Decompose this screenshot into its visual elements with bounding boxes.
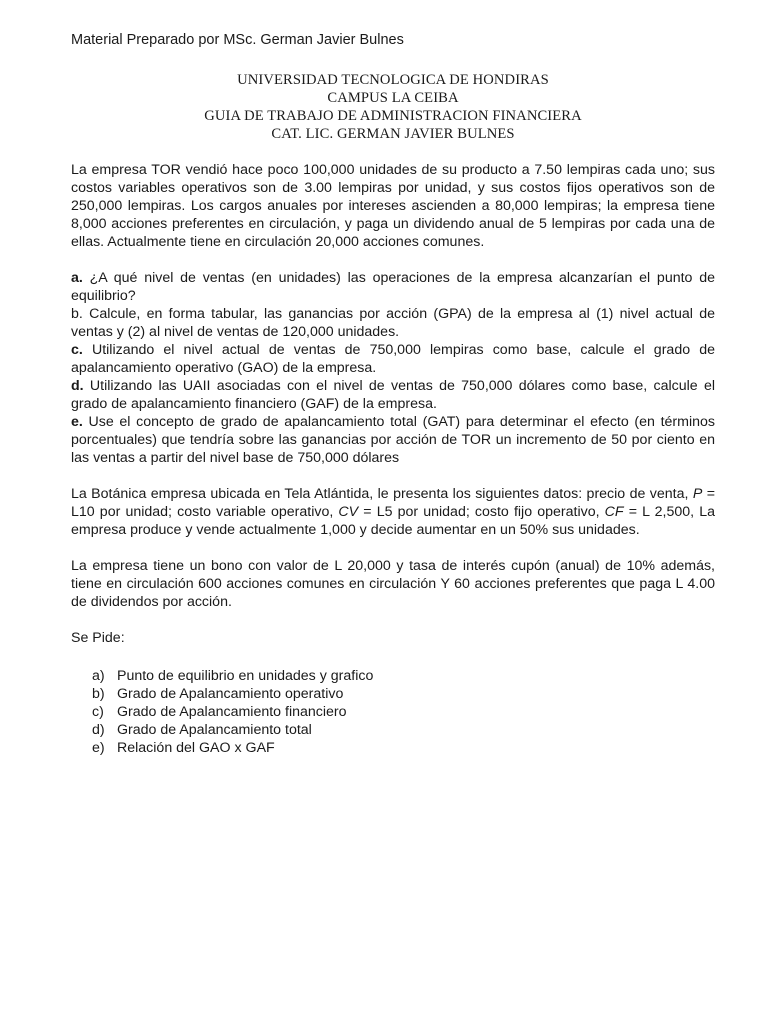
price-variable: P bbox=[692, 486, 703, 502]
document-page bbox=[71, 31, 715, 757]
fixed-cost-value: = L 2,500, La empresa produce y vende actualmente 1,000 y decide aumentar en un 50% sus unidades. bbox=[71, 504, 715, 538]
question-marker: b. bbox=[71, 306, 83, 322]
list-letter: b) bbox=[92, 686, 105, 702]
question-d bbox=[71, 377, 715, 413]
problem2-statement bbox=[71, 485, 715, 539]
list-letter: a) bbox=[92, 668, 105, 684]
question-marker: e. bbox=[71, 414, 83, 430]
question-text: Utilizando las UAII asociadas con el nivel de ventas de 750,000 dólares como base, calcule el grado de apalancamiento financiero (GAF) de la empresa. bbox=[71, 378, 715, 412]
question-marker: a. bbox=[71, 270, 83, 286]
variable-cost-value: = L5 por unidad; costo fijo operativo, bbox=[358, 504, 605, 520]
question-marker: c. bbox=[71, 342, 83, 358]
list-text: Grado de Apalancamiento operativo bbox=[117, 686, 344, 702]
question-marker: d. bbox=[71, 378, 84, 394]
question-text: Use el concepto de grado de apalancamiento total (GAT) para determinar el efecto (en términos porcentuales) que tendría sobre las ganancias por acción de TOR un incremento de 50 por ciento en las ventas a partir del nivel base de 750,000 dólares bbox=[71, 414, 715, 466]
list-item bbox=[92, 667, 715, 685]
requirements-list bbox=[71, 667, 715, 757]
document-header bbox=[71, 71, 715, 143]
question-a bbox=[71, 269, 715, 305]
professor-name: CAT. LIC. GERMAN JAVIER BULNES bbox=[271, 126, 515, 142]
problem1-questions bbox=[71, 269, 715, 467]
list-text: Grado de Apalancamiento total bbox=[117, 722, 312, 738]
list-item bbox=[92, 739, 715, 757]
guide-title: GUIA DE TRABAJO DE ADMINISTRACION FINANCIERA bbox=[204, 108, 582, 124]
problem2-intro: La Botánica empresa ubicada en Tela Atlántida, le presenta los siguientes datos: precio de venta, bbox=[71, 486, 693, 502]
variable-cost-variable: CV bbox=[338, 504, 359, 520]
question-text: ¿A qué nivel de ventas (en unidades) las operaciones de la empresa alcanzarían el punto de equilibrio? bbox=[71, 270, 715, 304]
question-b bbox=[71, 305, 715, 341]
list-letter: e) bbox=[92, 740, 105, 756]
problem1-statement: La empresa TOR vendió hace poco 100,000 unidades de su producto a 7.50 lempiras cada uno; sus costos variables operativos son de 3.00 lempiras por unidad, y sus costos fijos operativos son de 250,000 lempiras. Los cargos anuales por intereses ascienden a 80,000 lempiras; la empresa tiene 8,000 acciones preferentes en circulación, y paga un dividendo anual de 5 lempiras por cada una de ellas. Actualmente tiene en circulación 20,000 acciones comunes. bbox=[71, 162, 715, 250]
question-e bbox=[71, 413, 715, 467]
university-name: UNIVERSIDAD TECNOLOGICA DE HONDIRAS bbox=[237, 72, 549, 88]
price-value: = L10 por unidad; costo variable operativo, bbox=[71, 486, 715, 520]
se-pide-label: Se Pide: bbox=[71, 630, 125, 646]
question-text: Calcule, en forma tabular, las ganancias por acción (GPA) de la empresa al (1) nivel actual de ventas y (2) al nivel de ventas de 120,000 unidades. bbox=[71, 306, 715, 340]
list-text: Relación del GAO x GAF bbox=[117, 740, 275, 756]
fixed-cost-variable: CF bbox=[604, 504, 624, 520]
list-item bbox=[92, 685, 715, 703]
bond-statement: La empresa tiene un bono con valor de L 20,000 y tasa de interés cupón (anual) de 10% además, tiene en circulación 600 acciones comunes en circulación Y 60 acciones preferentes que paga L 4.00 de dividendos por acción. bbox=[71, 558, 715, 610]
list-item bbox=[92, 703, 715, 721]
list-letter: c) bbox=[92, 704, 104, 720]
list-text: Grado de Apalancamiento financiero bbox=[117, 704, 347, 720]
question-text: Utilizando el nivel actual de ventas de 750,000 lempiras como base, calcule el grado de apalancamiento operativo (GAO) de la empresa. bbox=[71, 342, 715, 376]
list-text: Punto de equilibrio en unidades y grafico bbox=[117, 668, 374, 684]
question-c bbox=[71, 341, 715, 377]
campus-name: CAMPUS LA CEIBA bbox=[327, 90, 459, 106]
preparer-line: Material Preparado por MSc. German Javier Bulnes bbox=[71, 32, 404, 48]
list-item bbox=[92, 721, 715, 739]
list-letter: d) bbox=[92, 722, 105, 738]
